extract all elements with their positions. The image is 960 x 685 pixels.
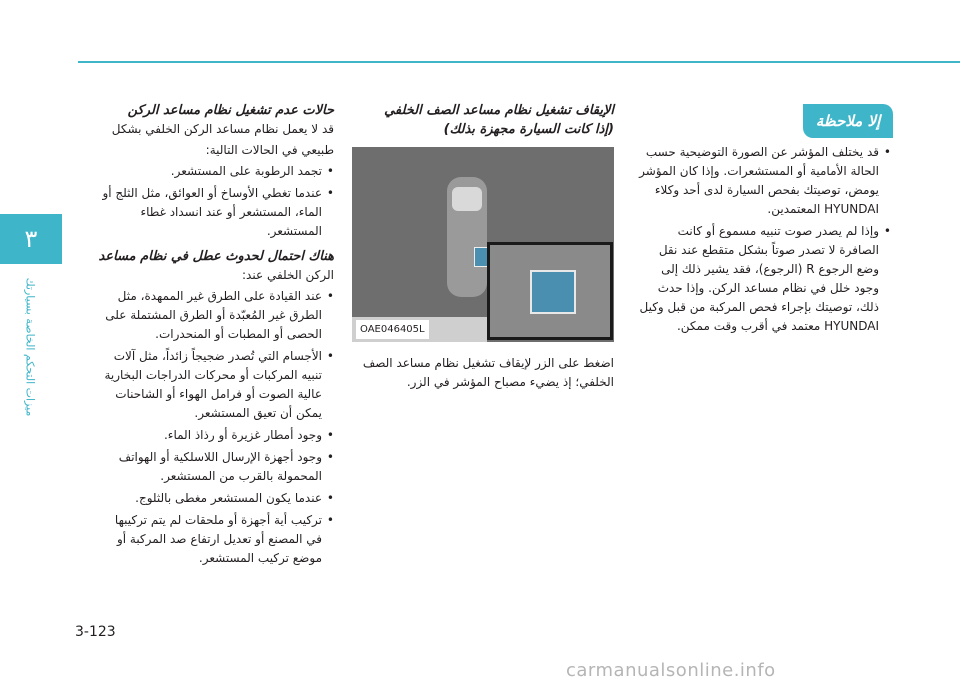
parking-assist-button-icon bbox=[530, 270, 576, 314]
section-heading: الإيقاف تشغيل نظام مساعد الصف الخلفي bbox=[384, 103, 614, 118]
list-item: • تجمد الرطوبة على المستشعر. bbox=[98, 162, 322, 181]
watermark: carmanualsonline.info bbox=[566, 660, 776, 681]
rear-assist-off-section bbox=[352, 101, 614, 392]
list-item: • قد يختلف المؤشر عن الصورة التوضيحية حسب الحالة الأمامية أو المستشعرات. وإذا كان المؤشر يومض، توصيتك بفحص السيارة لدى أحد وكلاء HYUNDAI المعتمدين. bbox=[635, 143, 879, 219]
list-item: • تركيب أية أجهزة أو ملحقات لم يتم تركيبها في المصنع أو تعديل ارتفاع صد المركبة أو موضع تركيب المستشعر. bbox=[98, 511, 322, 568]
list-item: • الأجسام التي تُصدر ضجيجاً زائداً، مثل آلات تنبيه المركبات أو محركات الدراجات البخارية عالية الصوت أو فرامل الهواء أو الشاحنات يمكن أن تعيق المستشعر. bbox=[98, 347, 322, 423]
page-number: 3-123 bbox=[75, 624, 116, 640]
note-title: إلا ملاحظة bbox=[803, 104, 893, 138]
gear-knob-shape bbox=[452, 187, 482, 211]
note-list bbox=[635, 143, 891, 336]
image-label: OAE046405L bbox=[356, 320, 429, 339]
photo-caption: اضغط على الزر لإيقاف تشغيل نظام مساعد الصف الخلفي؛ إذ يضيء مصباح المؤشر في الزر. bbox=[362, 356, 614, 389]
list-item: • وجود أمطار غزيرة أو رذاذ الماء. bbox=[98, 426, 322, 445]
list-item: • عند القيادة على الطرق غير الممهدة، مثل الطرق غير المُعبّدة أو الطرق المشتملة على الحصى أو المطبات أو المنحدرات. bbox=[98, 287, 322, 344]
section-heading-sub: (إذا كانت السيارة مجهزة بذلك) bbox=[443, 122, 614, 137]
console-photo bbox=[352, 147, 614, 342]
section-intro-cont: طبيعي في الحالات التالية: bbox=[205, 143, 334, 157]
conditions-list bbox=[98, 162, 334, 241]
list-item: • عندما تغطي الأوساخ أو العوائق، مثل الثلج أو الماء، المستشعر أو عند انسداد غطاء المستشعر. bbox=[98, 184, 322, 241]
list-item: • عندما يكون المستشعر مغطى بالثلوج. bbox=[98, 489, 322, 508]
chapter-tab bbox=[0, 214, 62, 264]
malfunction-heading-cont: الركن الخلفي عند: bbox=[242, 268, 334, 282]
chapter-title-vertical bbox=[18, 272, 42, 422]
list-item: • وإذا لم يصدر صوت تنبيه مسموع أو كانت الصافرة لا تصدر صوتاً بشكل متقطع عند نقل وضع الرجوع R (الرجوع)، فقد يشير ذلك إلى وجود خلل في نظام مساعد الركن. وإذا حدث ذلك، توصيتك بإجراء فحص المركبة من قبل وكيل HYUNDAI معتمد في أقرب وقت ممكن. bbox=[635, 222, 879, 336]
list-item: • وجود أجهزة الإرسال اللاسلكية أو الهواتف المحمولة بالقرب من المستشعر. bbox=[98, 448, 322, 486]
top-rule bbox=[78, 61, 960, 63]
chapter-title: ميزات التحكم الخاصة بسيارتك bbox=[23, 277, 37, 417]
button-closeup-inset bbox=[487, 242, 613, 340]
malfunction-heading: هناك احتمال لحدوث عطل في نظام مساعد bbox=[98, 249, 334, 264]
chapter-number: ٣ bbox=[24, 225, 38, 253]
malfunction-list bbox=[98, 287, 334, 568]
non-operating-conditions-section bbox=[98, 101, 334, 571]
section-intro: قد لا يعمل نظام مساعد الركن الخلفي بشكل bbox=[111, 122, 334, 136]
note-section bbox=[635, 105, 891, 339]
section-heading: حالات عدم تشغيل نظام مساعد الركن bbox=[127, 103, 334, 118]
